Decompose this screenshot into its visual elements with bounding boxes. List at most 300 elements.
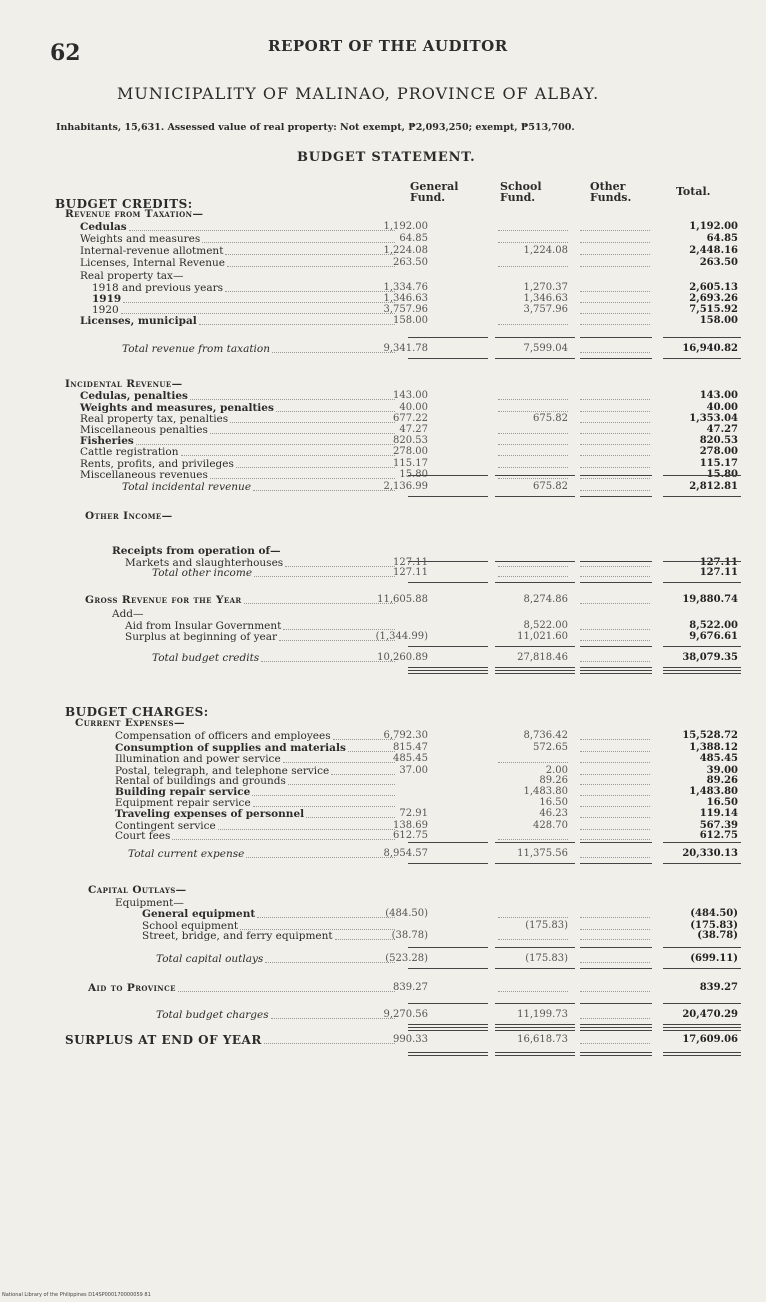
general-fund-cell: 47.27	[399, 424, 428, 435]
general-fund-cell: 143.00	[393, 390, 428, 401]
inhabitants-line: Inhabitants, 15,631. Assessed value of real property: Not exempt, ₱2,093,250; exempt, ₱513,700.	[56, 122, 575, 133]
table-row	[0, 631, 766, 643]
total-rule-below	[580, 582, 652, 583]
dot-leader	[264, 1043, 395, 1044]
row-label: SURPLUS AT END OF YEAR	[65, 1033, 262, 1047]
general-fund-cell: 263.50	[393, 257, 428, 268]
total-rule-above	[495, 947, 575, 948]
double-rule	[408, 1027, 488, 1028]
total-cell: 278.00	[699, 446, 738, 457]
total-cell: 1,388.12	[689, 742, 738, 753]
table-row	[0, 982, 766, 994]
dot-leader	[129, 230, 395, 231]
total-rule-below	[495, 1024, 575, 1025]
municipality-title: MUNICIPALITY OF MALINAO, PROVINCE OF ALBAY.	[117, 84, 600, 103]
total-rule-below	[580, 863, 652, 864]
row-label: Cedulas, penalties	[80, 390, 188, 402]
table-row	[0, 545, 766, 557]
other-funds-blank	[580, 806, 650, 807]
total-rule-above	[408, 947, 488, 948]
school-fund-cell: 1,224.08	[523, 245, 568, 256]
empty-cell-leader	[498, 467, 568, 468]
row-label: Rents, profits, and privileges	[80, 458, 234, 470]
general-fund-cell: 127.11	[393, 557, 428, 568]
empty-cell-leader	[498, 455, 568, 456]
row-label: 1919	[92, 293, 122, 305]
general-fund-cell: (484.50)	[385, 908, 428, 919]
row-label: Weights and measures, penalties	[80, 402, 274, 414]
double-rule	[408, 673, 488, 674]
statement-title: BUDGET STATEMENT.	[297, 150, 476, 165]
row-label: Other Income—	[85, 510, 173, 522]
dot-leader	[246, 857, 395, 858]
other-funds-blank	[580, 640, 650, 641]
other-funds-blank	[580, 411, 650, 412]
general-fund-cell: 72.91	[399, 808, 428, 819]
total-rule-below	[663, 358, 741, 359]
total-rule-below	[408, 358, 488, 359]
table-row	[0, 208, 766, 220]
total-cell: (699.11)	[690, 953, 738, 964]
total-rule-above	[408, 337, 488, 338]
other-funds-blank	[580, 576, 650, 577]
page-number: 62	[50, 40, 81, 66]
double-rule	[495, 670, 575, 671]
general-fund-cell: (38.78)	[391, 930, 428, 941]
dot-leader	[265, 962, 395, 963]
table-row	[0, 848, 766, 860]
col-general-fund: General Fund.	[410, 180, 459, 204]
table-row	[0, 510, 766, 522]
other-funds-blank	[580, 230, 650, 231]
dot-leader	[288, 784, 395, 785]
other-funds-blank	[580, 433, 650, 434]
general-fund-cell: 990.33	[393, 1034, 428, 1045]
total-rule-below	[408, 968, 488, 969]
total-rule-above	[495, 475, 575, 476]
row-label: Contingent service	[115, 820, 216, 832]
empty-cell-leader	[498, 230, 568, 231]
double-rule	[663, 1030, 741, 1031]
total-rule-above	[408, 561, 488, 562]
row-label: Capital Outlays—	[88, 884, 187, 896]
general-fund-cell: 64.85	[399, 233, 428, 244]
total-cell: 89.26	[706, 775, 738, 786]
total-cell: 15.80	[706, 469, 738, 480]
table-row	[0, 717, 766, 729]
row-label: Weights and measures	[80, 233, 201, 245]
total-rule-below	[663, 863, 741, 864]
other-funds-blank	[580, 817, 650, 818]
row-label: Real property tax, penalties	[80, 413, 229, 425]
school-fund-cell: 1,270.37	[523, 282, 568, 293]
row-label: Cattle registration	[80, 446, 179, 458]
dot-leader	[276, 411, 395, 412]
row-label: Incidental Revenue—	[65, 378, 183, 390]
general-fund-cell: 10,260.89	[377, 652, 428, 663]
total-rule-above	[408, 646, 488, 647]
general-fund-cell: 485.45	[393, 753, 428, 764]
table-row	[0, 481, 766, 493]
double-rule	[663, 1055, 741, 1056]
total-cell: 143.00	[699, 390, 738, 401]
row-label: Total budget charges	[156, 1009, 269, 1021]
general-fund-cell: 278.00	[393, 446, 428, 457]
other-funds-blank	[580, 857, 650, 858]
row-label: Court fees	[115, 830, 171, 842]
dot-leader	[348, 751, 395, 752]
row-label: Receipts from operation of—	[112, 545, 281, 557]
other-funds-blank	[580, 629, 650, 630]
table-row	[0, 594, 766, 606]
double-rule	[495, 1055, 575, 1056]
total-cell: 820.53	[699, 435, 738, 446]
total-rule-above	[580, 947, 652, 948]
other-funds-blank	[580, 352, 650, 353]
total-rule-below	[495, 863, 575, 864]
total-cell: (175.83)	[690, 920, 738, 931]
double-rule	[408, 1030, 488, 1031]
total-cell: 115.17	[699, 458, 738, 469]
dot-leader	[181, 455, 395, 456]
total-rule-below	[408, 667, 488, 668]
double-rule	[580, 1055, 652, 1056]
general-fund-cell: 1,192.00	[383, 221, 428, 232]
total-cell: 47.27	[706, 424, 738, 435]
school-fund-cell: (175.83)	[525, 953, 568, 964]
school-fund-cell: 1,483.80	[523, 786, 568, 797]
footer-credit: National Library of the Philippines D14SP000170000059 81	[2, 1292, 151, 1298]
total-rule-below	[663, 582, 741, 583]
table-row	[0, 930, 766, 942]
general-fund-cell: 6,792.30	[383, 730, 428, 741]
total-cell: (484.50)	[690, 908, 738, 919]
other-funds-blank	[580, 991, 650, 992]
double-rule	[663, 673, 741, 674]
total-cell: 40.00	[706, 402, 738, 413]
other-funds-blank	[580, 254, 650, 255]
row-label: Internal-revenue allotment	[80, 245, 224, 257]
dot-leader	[199, 324, 395, 325]
school-fund-cell: 16,618.73	[517, 1034, 568, 1045]
school-fund-cell: 2.00	[545, 765, 568, 776]
general-fund-cell: 612.75	[393, 830, 428, 841]
double-rule	[495, 1030, 575, 1031]
other-funds-blank	[580, 962, 650, 963]
row-label: Consumption of supplies and materials	[115, 742, 346, 754]
row-label: Total other income	[152, 567, 253, 579]
dot-leader	[123, 302, 395, 303]
total-rule-below	[408, 1024, 488, 1025]
table-row	[0, 730, 766, 742]
total-cell: 567.39	[699, 820, 738, 831]
school-fund-cell: 3,757.96	[523, 304, 568, 315]
total-cell: 8,522.00	[689, 620, 738, 631]
dot-leader	[227, 266, 395, 267]
table-row	[0, 245, 766, 257]
general-fund-cell: 839.27	[393, 982, 428, 993]
total-rule-above	[580, 561, 652, 562]
other-funds-blank	[580, 242, 650, 243]
dot-leader	[236, 467, 395, 468]
total-rule-above	[495, 561, 575, 562]
total-cell: (38.78)	[697, 930, 738, 941]
total-cell: 119.14	[699, 808, 738, 819]
row-label: Building repair service	[115, 786, 251, 798]
table-row	[0, 343, 766, 355]
dot-leader	[306, 817, 395, 818]
total-rule-above	[663, 475, 741, 476]
total-cell: 127.11	[699, 557, 738, 568]
total-cell: 17,609.06	[682, 1034, 738, 1045]
table-row	[0, 446, 766, 458]
row-label: Fisheries	[80, 435, 134, 447]
double-rule	[408, 1055, 488, 1056]
dot-leader	[272, 352, 395, 353]
total-rule-above	[663, 646, 741, 647]
row-label: Traveling expenses of personnel	[115, 808, 305, 820]
other-funds-blank	[580, 839, 650, 840]
other-funds-blank	[580, 324, 650, 325]
total-rule-above	[408, 842, 488, 843]
school-fund-cell: 8,522.00	[523, 620, 568, 631]
total-cell: 1,192.00	[689, 221, 738, 232]
row-label: Add—	[112, 608, 144, 620]
total-cell: 263.50	[699, 257, 738, 268]
total-rule-above	[580, 1003, 652, 1004]
empty-cell-leader	[498, 478, 568, 479]
total-cell: 2,605.13	[689, 282, 738, 293]
total-rule-below	[495, 582, 575, 583]
total-cell: 7,515.92	[689, 304, 738, 315]
table-row	[0, 830, 766, 842]
dot-leader	[253, 806, 395, 807]
row-label: Illumination and power service	[115, 753, 281, 765]
row-label: Equipment repair service	[115, 797, 251, 809]
total-rule-below	[408, 863, 488, 864]
general-fund-cell: 37.00	[399, 765, 428, 776]
general-fund-cell: 677.22	[393, 413, 428, 424]
double-rule	[580, 1027, 652, 1028]
row-label: Miscellaneous penalties	[80, 424, 208, 436]
total-cell: 38,079.35	[682, 652, 738, 663]
other-funds-blank	[580, 399, 650, 400]
row-label: Total incidental revenue	[122, 481, 252, 493]
empty-cell-leader	[498, 576, 568, 577]
other-funds-blank	[580, 313, 650, 314]
dot-leader	[253, 490, 395, 491]
total-rule-below	[495, 968, 575, 969]
school-fund-cell: 11,021.60	[517, 631, 568, 642]
double-rule	[495, 673, 575, 674]
table-row	[0, 270, 766, 282]
other-funds-blank	[580, 751, 650, 752]
dot-leader	[252, 795, 395, 796]
table-row	[0, 233, 766, 245]
total-rule-above	[495, 337, 575, 338]
double-rule	[495, 1052, 575, 1053]
other-funds-blank	[580, 444, 650, 445]
total-cell: 839.27	[699, 982, 738, 993]
row-label: Real property tax—	[80, 270, 184, 282]
general-fund-cell: 2,136.99	[383, 481, 428, 492]
general-fund-cell: 158.00	[393, 315, 428, 326]
total-rule-above	[495, 646, 575, 647]
row-label: BUDGET CREDITS:	[55, 197, 193, 211]
row-label: Cedulas	[80, 221, 127, 233]
total-rule-above	[580, 337, 652, 338]
row-label: 1920	[92, 304, 119, 316]
empty-cell-leader	[498, 242, 568, 243]
row-label: Total capital outlays	[156, 953, 264, 965]
table-row	[0, 390, 766, 402]
dot-leader	[172, 839, 395, 840]
row-label: Miscellaneous revenues	[80, 469, 208, 481]
table-row	[0, 753, 766, 765]
dot-leader	[283, 762, 395, 763]
total-rule-below	[663, 667, 741, 668]
dot-leader	[261, 661, 395, 662]
total-cell: 1,483.80	[689, 786, 738, 797]
table-row	[0, 1034, 766, 1046]
total-rule-below	[580, 968, 652, 969]
total-rule-below	[495, 496, 575, 497]
double-rule	[408, 670, 488, 671]
total-cell: 2,448.16	[689, 245, 738, 256]
dot-leader	[244, 603, 395, 604]
total-rule-above	[580, 842, 652, 843]
total-rule-above	[580, 646, 652, 647]
school-fund-cell: 1,346.63	[523, 293, 568, 304]
empty-cell-leader	[498, 839, 568, 840]
row-label: Licenses, Internal Revenue	[80, 257, 225, 269]
double-rule	[408, 1052, 488, 1053]
total-rule-below	[580, 358, 652, 359]
col-school-fund: School Fund.	[500, 180, 542, 204]
row-label: Postal, telegraph, and telephone service	[115, 765, 330, 777]
total-cell: 64.85	[706, 233, 738, 244]
dot-leader	[225, 254, 395, 255]
total-cell: 612.75	[699, 830, 738, 841]
dot-leader	[190, 399, 395, 400]
double-rule	[580, 670, 652, 671]
other-funds-blank	[580, 490, 650, 491]
general-fund-cell: 8,954.57	[383, 848, 428, 859]
other-funds-blank	[580, 1043, 650, 1044]
other-funds-blank	[580, 939, 650, 940]
total-rule-below	[663, 1024, 741, 1025]
dot-leader	[210, 433, 395, 434]
table-row	[0, 315, 766, 327]
general-fund-cell: (1,344.99)	[375, 631, 428, 642]
general-fund-cell: 138.69	[393, 820, 428, 831]
row-label: Markets and slaughterhouses	[125, 557, 284, 569]
running-head: REPORT OF THE AUDITOR	[268, 37, 508, 55]
total-rule-above	[408, 1003, 488, 1004]
table-row	[0, 884, 766, 896]
double-rule	[580, 1052, 652, 1053]
row-label: Surplus at beginning of year	[125, 631, 278, 643]
double-rule	[580, 673, 652, 674]
empty-cell-leader	[498, 399, 568, 400]
empty-cell-leader	[498, 324, 568, 325]
double-rule	[663, 1027, 741, 1028]
total-rule-above	[663, 842, 741, 843]
empty-cell-leader	[498, 433, 568, 434]
empty-cell-leader	[498, 991, 568, 992]
total-cell: 16,940.82	[682, 343, 738, 354]
total-rule-above	[495, 1003, 575, 1004]
other-funds-blank	[580, 603, 650, 604]
school-fund-cell: 89.26	[539, 775, 568, 786]
table-row	[0, 953, 766, 965]
dot-leader	[230, 422, 395, 423]
general-fund-cell: (523.28)	[385, 953, 428, 964]
total-rule-above	[495, 842, 575, 843]
general-fund-cell: 11,605.88	[377, 594, 428, 605]
other-funds-blank	[580, 478, 650, 479]
school-fund-cell: 16.50	[539, 797, 568, 808]
row-label: Current Expenses—	[75, 717, 185, 729]
total-cell: 485.45	[699, 753, 738, 764]
other-funds-blank	[580, 917, 650, 918]
school-fund-cell: 428.70	[533, 820, 568, 831]
other-funds-blank	[580, 739, 650, 740]
row-label: Aid from Insular Government	[125, 620, 282, 632]
total-rule-above	[663, 561, 741, 562]
total-rule-below	[580, 1024, 652, 1025]
empty-cell-leader	[498, 917, 568, 918]
row-label: General equipment	[142, 908, 256, 920]
total-cell: 20,470.29	[682, 1009, 738, 1020]
total-rule-below	[408, 582, 488, 583]
other-funds-blank	[580, 762, 650, 763]
total-rule-below	[408, 496, 488, 497]
total-rule-below	[580, 496, 652, 497]
col-other-funds: Other Funds.	[590, 180, 632, 204]
row-label: Licenses, municipal	[80, 315, 197, 327]
double-rule	[580, 1030, 652, 1031]
total-rule-above	[408, 475, 488, 476]
table-row	[0, 221, 766, 233]
general-fund-cell: 815.47	[393, 742, 428, 753]
school-fund-cell: 572.65	[533, 742, 568, 753]
total-cell: 2,693.26	[689, 293, 738, 304]
general-fund-cell: 115.17	[393, 458, 428, 469]
table-row	[0, 652, 766, 664]
general-fund-cell: 9,341.78	[383, 343, 428, 354]
dot-leader	[257, 917, 395, 918]
school-fund-cell: 7,599.04	[523, 343, 568, 354]
other-funds-blank	[580, 795, 650, 796]
other-funds-blank	[580, 784, 650, 785]
row-label: Equipment—	[115, 897, 184, 909]
total-rule-below	[663, 496, 741, 497]
row-label: Total revenue from taxation	[122, 343, 270, 355]
total-cell: 16.50	[706, 797, 738, 808]
empty-cell-leader	[498, 411, 568, 412]
other-funds-blank	[580, 422, 650, 423]
other-funds-blank	[580, 291, 650, 292]
total-cell: 1,353.04	[689, 413, 738, 424]
total-cell: 9,676.61	[689, 631, 738, 642]
total-rule-below	[495, 358, 575, 359]
school-fund-cell: 8,736.42	[523, 730, 568, 741]
dot-leader	[283, 629, 395, 630]
empty-cell-leader	[498, 266, 568, 267]
empty-cell-leader	[498, 762, 568, 763]
table-row	[0, 608, 766, 620]
